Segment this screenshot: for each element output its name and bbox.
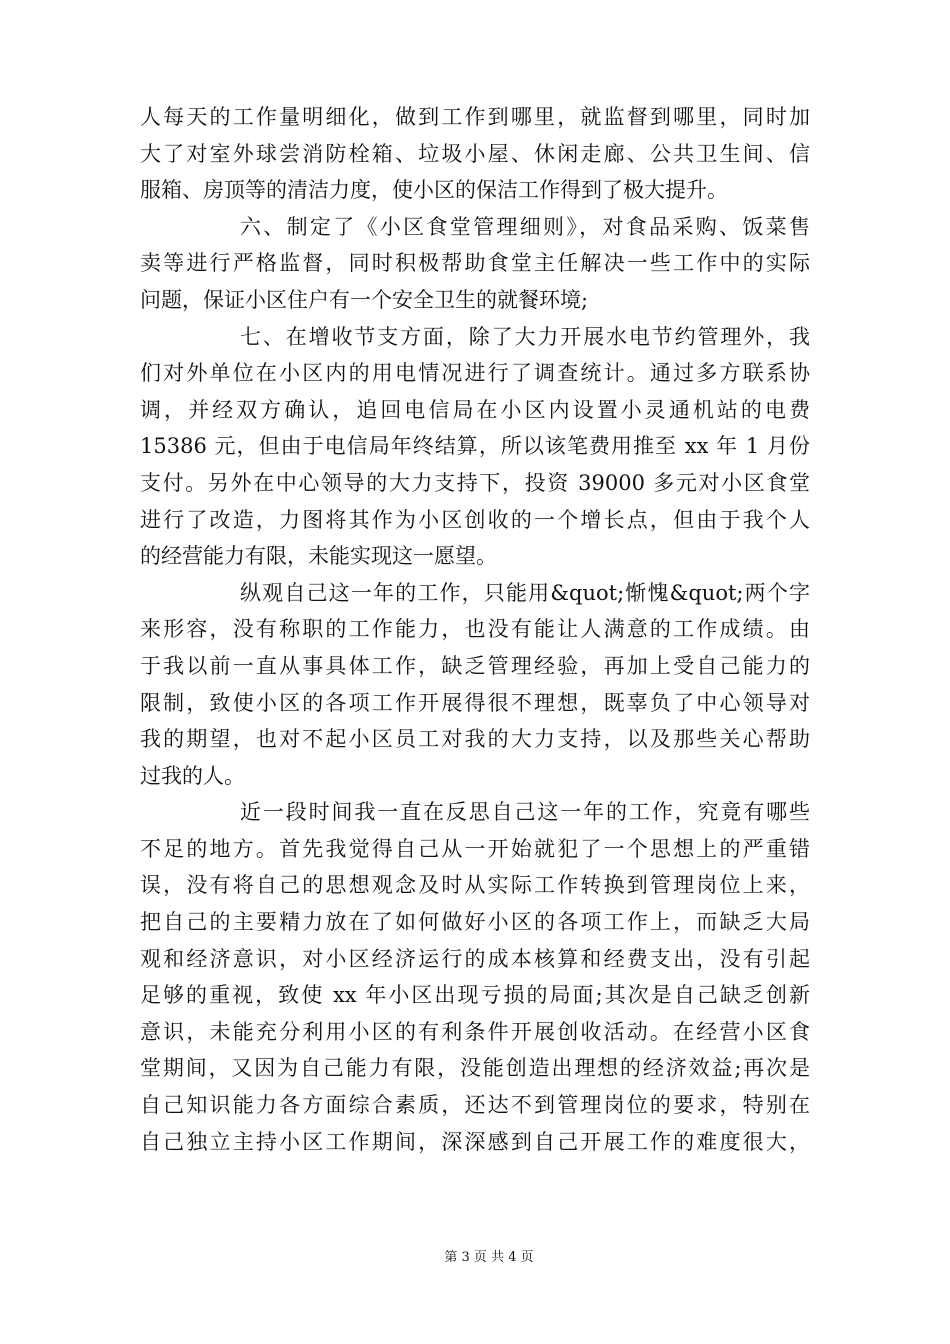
text-line: 近一段时间我一直在反思自己这一年的工作，究竟有哪些: [240, 800, 810, 825]
text-line: 来形容，没有称职的工作能力，也没有能让人满意的工作成绩。由: [140, 617, 810, 642]
text-line: 问题，保证小区住户有一个安全卫生的就餐环境;: [140, 287, 589, 312]
page-number: 第 3 页 共 4 页: [444, 1250, 534, 1265]
text-line: 把自己的主要精力放在了如何做好小区的各项工作上，而缺乏大局: [140, 910, 810, 935]
page-footer: [0, 1246, 950, 1265]
text-line: 于我以前一直从事具体工作，缺乏管理经验，再加上受自己能力的: [140, 653, 810, 678]
text-line: 六、制定了《小区食堂管理细则》，对食品采购、饭菜售: [240, 214, 810, 239]
text-line: 15386 元，但由于电信局年终结算，所以该笔费用推至 xx 年 1 月份: [140, 434, 810, 459]
text-line: 自己知识能力各方面综合素质，还达不到管理岗位的要求，特别在: [140, 1093, 810, 1118]
text-line: 进行了改造，力图将其作为小区创收的一个增长点，但由于我个人: [140, 507, 810, 532]
text-line: 误，没有将自己的思想观念及时从实际工作转换到管理岗位上来，: [140, 873, 810, 898]
text-line: 限制，致使小区的各项工作开展得很不理想，既辜负了中心领导对: [140, 690, 810, 715]
text-line: 不足的地方。首先我觉得自己从一开始就犯了一个思想上的严重错: [140, 836, 810, 861]
text-line: 足够的重视，致使 xx 年小区出现亏损的局面;其次是自己缺乏创新: [140, 983, 810, 1008]
body-text: [140, 99, 810, 1160]
text-line: 们对外单位在小区内的用电情况进行了调查统计。通过多方联系协: [140, 361, 810, 386]
text-line: 自己独立主持小区工作期间，深深感到自己开展工作的难度很大，: [140, 1129, 810, 1154]
text-line: 支付。另外在中心领导的大力支持下，投资 39000 多元对小区食堂: [140, 470, 810, 495]
text-line: 调，并经双方确认，追回电信局在小区内设置小灵通机站的电费: [140, 397, 810, 422]
text-line: 的经营能力有限，未能实现这一愿望。: [140, 544, 497, 569]
text-line: 纵观自己这一年的工作，只能用&quot;惭愧&quot;两个字: [240, 580, 810, 605]
text-line: 我的期望，也对不起小区员工对我的大力支持，以及那些关心帮助: [140, 727, 810, 752]
text-line: 七、在增收节支方面，除了大力开展水电节约管理外，我: [240, 324, 810, 349]
text-line: 卖等进行严格监督，同时积极帮助食堂主任解决一些工作中的实际: [140, 251, 810, 276]
text-line: 人每天的工作量明细化，做到工作到哪里，就监督到哪里，同时加: [140, 105, 810, 129]
text-line: 过我的人。: [140, 763, 245, 788]
text-line: 堂期间，又因为自己能力有限，没能创造出理想的经济效益;再次是: [140, 1056, 810, 1081]
text-line: 观和经济意识，对小区经济运行的成本核算和经费支出，没有引起: [140, 946, 810, 971]
text-line: 意识，未能充分利用小区的有利条件开展创收活动。在经营小区食: [140, 1019, 810, 1044]
text-line: 大了对室外球尝消防栓箱、垃圾小屋、休闲走廊、公共卫生间、信: [140, 141, 810, 166]
text-line: 服箱、房顶等的清洁力度，使小区的保洁工作得到了极大提升。: [140, 178, 728, 203]
